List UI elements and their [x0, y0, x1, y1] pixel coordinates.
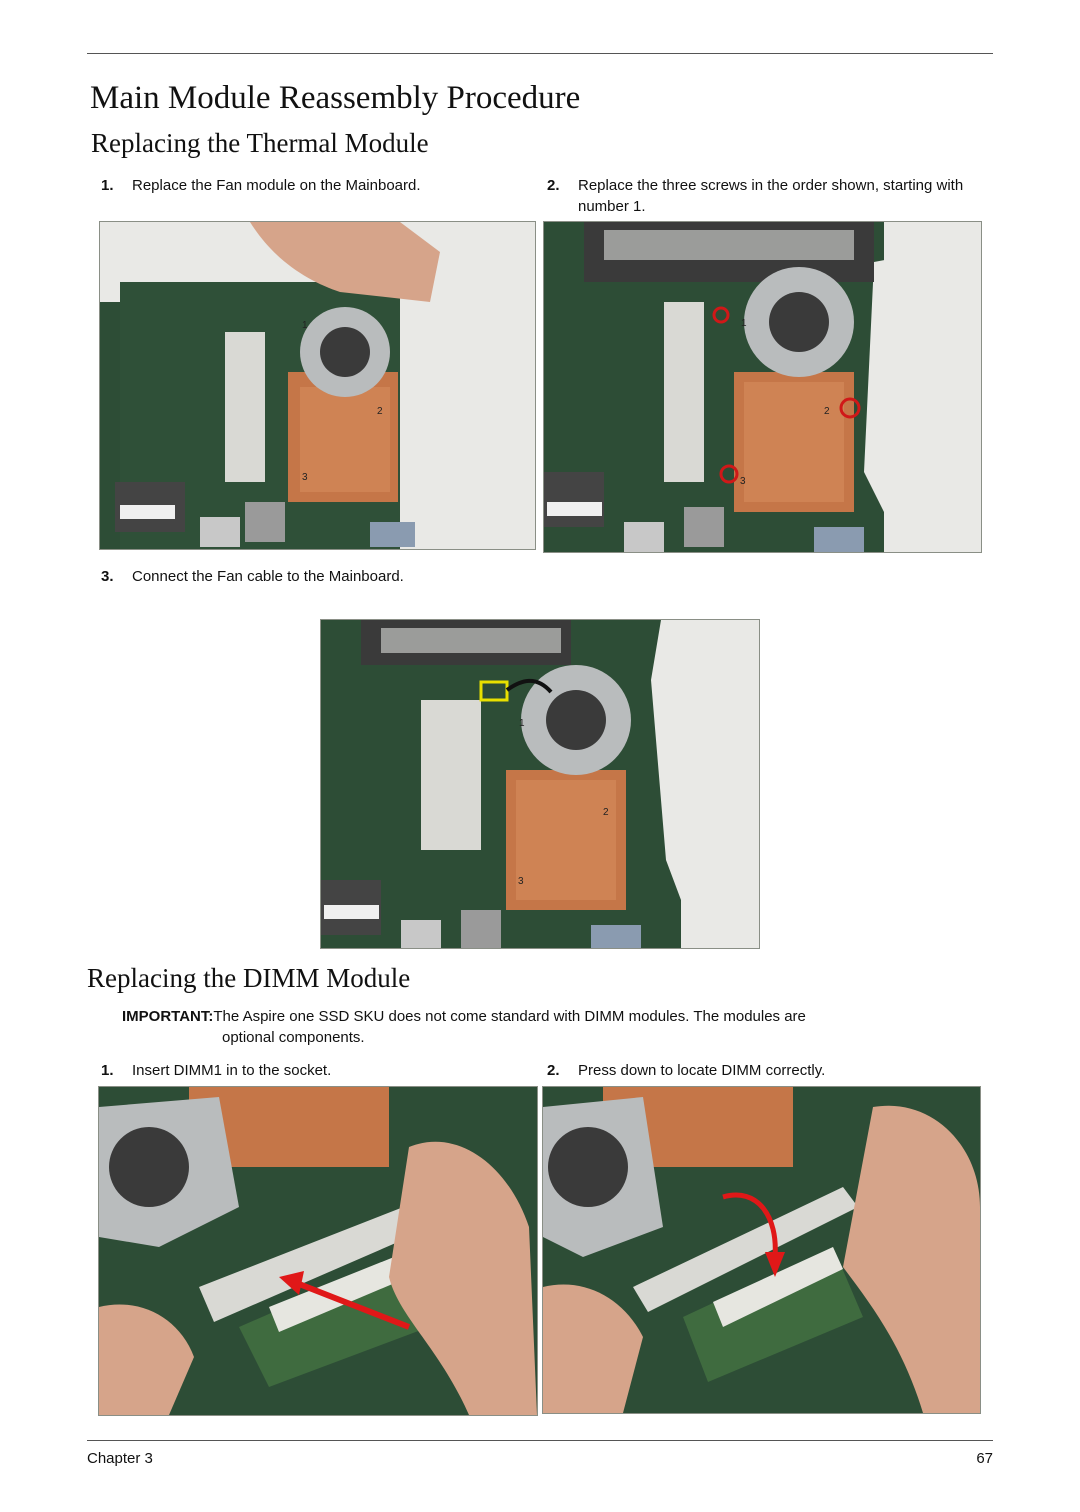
important-label: IMPORTANT: [122, 1008, 214, 1025]
photo-fan-module [99, 221, 536, 550]
thermal-step-2 [547, 175, 967, 217]
header-rule [87, 53, 993, 54]
important-text: The Aspire one SSD SKU does not come standard with DIMM modules. The modules are [213, 1008, 806, 1025]
step-number: 2. [547, 177, 560, 194]
photo-press-dimm [542, 1086, 981, 1414]
photo-label-2: 2 [377, 406, 383, 417]
mainboard-photo-illustration [321, 620, 759, 948]
step-text: Insert DIMM1 in to the socket. [132, 1062, 332, 1079]
important-text-continued: optional components. [222, 1029, 365, 1046]
photo-label-3: 3 [302, 472, 308, 483]
photo-label-1: 1 [302, 320, 308, 331]
section-title-thermal: Replacing the Thermal Module [91, 128, 429, 158]
step-text: Replace the Fan module on the Mainboard. [132, 177, 421, 194]
photo-label-2: 2 [824, 406, 830, 417]
photo-label-1: 1 [519, 718, 525, 729]
photo-label-3: 3 [518, 876, 524, 887]
step-text: Connect the Fan cable to the Mainboard. [132, 568, 404, 585]
photo-label-3: 3 [740, 476, 746, 487]
step-number: 2. [547, 1062, 560, 1079]
step-number: 1. [101, 1062, 114, 1079]
photo-insert-dimm [98, 1086, 538, 1416]
dimm-step-2 [547, 1060, 967, 1081]
page-title: Main Module Reassembly Procedure [90, 80, 581, 116]
photo-fan-cable [320, 619, 760, 949]
dimm-step-1 [101, 1060, 521, 1081]
footer-chapter: Chapter 3 [87, 1450, 153, 1467]
mainboard-photo-illustration [543, 1087, 980, 1413]
mainboard-photo-illustration [99, 1087, 537, 1415]
step-text: Replace the three screws in the order shown, starting with number 1. [578, 177, 964, 215]
mainboard-photo-illustration [544, 222, 981, 552]
step-number: 1. [101, 177, 114, 194]
thermal-step-1 [101, 175, 521, 196]
photo-label-2: 2 [603, 807, 609, 818]
footer-page-number: 67 [976, 1450, 993, 1467]
photo-label-1: 1 [741, 318, 747, 329]
mainboard-photo-illustration [100, 222, 535, 549]
important-note [122, 1006, 962, 1048]
photo-screw-order [543, 221, 982, 553]
step-number: 3. [101, 568, 114, 585]
section-title-dimm: Replacing the DIMM Module [87, 963, 411, 993]
step-text: Press down to locate DIMM correctly. [578, 1062, 826, 1079]
footer-rule [87, 1440, 993, 1441]
thermal-step-3 [101, 566, 601, 587]
